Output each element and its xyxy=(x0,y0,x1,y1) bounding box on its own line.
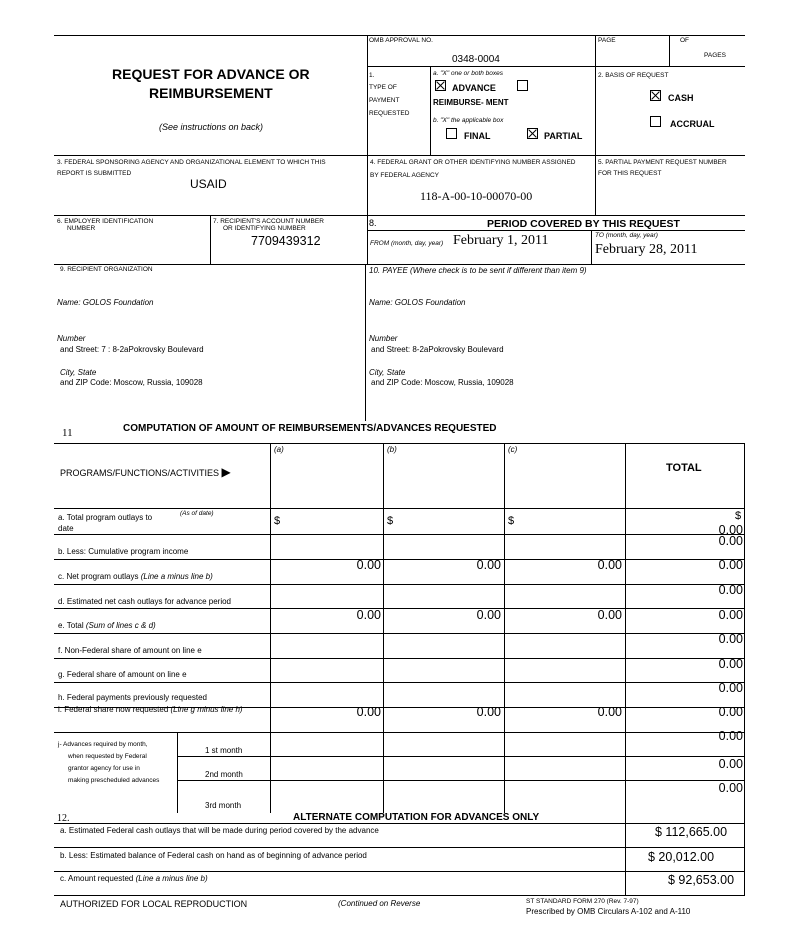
rule xyxy=(591,230,592,264)
rule xyxy=(367,66,745,67)
rule xyxy=(270,443,271,813)
section12-row-b-value: $ 20,012.00 xyxy=(648,850,715,864)
month-2-label: 2nd month xyxy=(205,770,243,779)
section12-row-a-label: a. Estimated Federal cash outlays that will be made during period covered by the advance xyxy=(60,826,379,835)
row-a-col-b: $ xyxy=(387,515,394,527)
box4-label: BY FEDERAL AGENCY xyxy=(370,172,439,179)
section12-row-b-label: b. Less: Estimated balance of Federal cash on hand as of beginning of advance period xyxy=(60,851,367,860)
row-e-label: e. Total (Sum of lines c & d) xyxy=(58,621,156,630)
box1-label: PAYMENT xyxy=(369,97,400,104)
section12-title: ALTERNATE COMPUTATION FOR ADVANCES ONLY xyxy=(293,812,540,823)
row-c-col-a: 0.00 xyxy=(356,558,381,572)
page-label: PAGE xyxy=(598,37,616,44)
partial-checkbox[interactable] xyxy=(527,128,538,139)
payee-street: and Street: 8-2aPokrovsky Boulevard xyxy=(371,345,504,354)
accrual-checkbox[interactable] xyxy=(650,116,661,127)
section12-row-c-value: $ 92,653.00 xyxy=(668,873,735,887)
box5-label: 5. PARTIAL PAYMENT REQUEST NUMBER xyxy=(598,159,727,166)
recipient-zip: and ZIP Code: Moscow, Russia, 109028 xyxy=(60,378,203,387)
row-g-total: 0.00 xyxy=(718,657,743,671)
rule xyxy=(54,559,745,560)
rule xyxy=(210,215,211,264)
month-1-label: 1 st month xyxy=(205,746,243,755)
authorized-note: AUTHORIZED FOR LOCAL REPRODUCTION xyxy=(60,899,248,909)
row-a-label: date xyxy=(58,524,74,533)
box10-label: 10. PAYEE (Where check is to be sent if different than item 9) xyxy=(369,266,587,275)
recipient-street: and Street: 7 : 8-2aPokrovsky Boulevard xyxy=(60,345,204,354)
row-j-label: j- Advances required by month, xyxy=(58,741,148,748)
rule xyxy=(669,35,670,66)
row-h-total: 0.00 xyxy=(718,681,743,695)
rule xyxy=(430,66,431,155)
rule xyxy=(54,871,745,872)
row-d-total: 0.00 xyxy=(718,583,743,597)
row-e-col-b: 0.00 xyxy=(476,608,501,622)
rule xyxy=(367,230,745,231)
box5-label: FOR THIS REQUEST xyxy=(598,170,662,177)
row-i-label: i. Federal share now requested (Line g minus line h) xyxy=(58,705,243,714)
rule xyxy=(367,35,368,264)
row-a-col-c: $ xyxy=(508,515,515,527)
row-i-col-a: 0.00 xyxy=(356,705,381,719)
partial-label: PARTIAL xyxy=(544,131,583,141)
account-number-value: 7709439312 xyxy=(251,234,321,248)
row-j-label: when requested by Federal xyxy=(68,753,147,760)
box3-label: 3. FEDERAL SPONSORING AGENCY AND ORGANIZATIONAL ELEMENT TO WHICH THIS xyxy=(57,159,326,166)
rule xyxy=(365,264,366,421)
rule xyxy=(177,732,178,813)
from-label: FROM (month, day, year) xyxy=(370,240,444,247)
row-e-col-a: 0.00 xyxy=(356,608,381,622)
row-c-label: c. Net program outlays (Line a minus line b) xyxy=(58,572,213,581)
arrow-right-icon: ▶ xyxy=(221,465,231,479)
instructions-note: (See instructions on back) xyxy=(159,122,264,132)
rule xyxy=(54,895,745,896)
reimbursement-checkbox[interactable] xyxy=(517,80,528,91)
box7-label: OR IDENTIFYING NUMBER xyxy=(223,225,306,232)
section12-row-c-label: c. Amount requested (Line a minus line b) xyxy=(60,874,208,883)
payee-zip: and ZIP Code: Moscow, Russia, 109028 xyxy=(371,378,514,387)
row-b-total: 0.00 xyxy=(718,534,743,548)
row-a-col-a: $ xyxy=(274,515,281,527)
box6-label: 6. EMPLOYER IDENTIFICATION xyxy=(57,218,154,225)
row-b-label: b. Less: Cumulative program income xyxy=(58,547,189,556)
month-3-total: 0.00 xyxy=(718,781,743,795)
section11-title: COMPUTATION OF AMOUNT OF REIMBURSEMENTS/ADVANCES REQUESTED xyxy=(123,423,497,434)
rule xyxy=(54,584,745,585)
payee-number-label: Number xyxy=(369,334,398,343)
month-3-label: 3rd month xyxy=(205,801,242,810)
of-label: OF xyxy=(680,37,690,44)
recipient-number-label: Number xyxy=(57,334,86,343)
total-header: TOTAL xyxy=(666,462,702,474)
rule xyxy=(54,633,745,634)
agency-value: USAID xyxy=(190,177,227,191)
final-checkbox[interactable] xyxy=(446,128,457,139)
column-c-header: (c) xyxy=(508,445,518,454)
accrual-label: ACCRUAL xyxy=(670,119,715,129)
continued-note: (Continued on Reverse xyxy=(338,899,421,908)
cash-checkbox[interactable] xyxy=(650,90,661,101)
rule xyxy=(54,658,745,659)
form-title: REQUEST FOR ADVANCE OR xyxy=(112,66,310,82)
box6-label: NUMBER xyxy=(67,225,96,232)
rule xyxy=(625,443,626,895)
rule xyxy=(54,215,745,216)
payee-city-label: City, State xyxy=(369,368,406,377)
recipient-city-label: City, State xyxy=(60,368,97,377)
reimbursement-label: REIMBURSE- MENT xyxy=(433,98,509,107)
row-i-col-c: 0.00 xyxy=(597,705,622,719)
box1-label: TYPE OF xyxy=(369,84,397,91)
column-a-header: (a) xyxy=(274,445,284,454)
as-of-date-label: (As of date) xyxy=(180,510,214,517)
section12-number: 12. xyxy=(57,813,70,824)
row-i-col-b: 0.00 xyxy=(476,705,501,719)
rule xyxy=(54,534,745,535)
row-e-col-c: 0.00 xyxy=(597,608,622,622)
row-i-total: 0.00 xyxy=(718,705,743,719)
row-a-total: 0.00 xyxy=(718,523,743,534)
rule xyxy=(54,823,745,824)
box9-label: 9. RECIPIENT ORGANIZATION xyxy=(60,266,153,273)
box8-number: 8. xyxy=(369,218,377,228)
row-e-total: 0.00 xyxy=(718,608,743,622)
row-g-label: g. Federal share of amount on line e xyxy=(58,670,187,679)
box3-label: REPORT IS SUBMITTED xyxy=(57,170,132,177)
box2-label: 2. BASIS OF REQUEST xyxy=(598,72,669,79)
to-label: TO (month, day, year) xyxy=(595,232,658,239)
to-date-value: February 28, 2011 xyxy=(595,242,698,257)
cash-label: CASH xyxy=(668,93,694,103)
row-c-col-c: 0.00 xyxy=(597,558,622,572)
form-title: REIMBURSEMENT xyxy=(149,85,273,101)
row-d-label: d. Estimated net cash outlays for advance period xyxy=(58,597,231,606)
rule xyxy=(54,443,745,444)
pages-label: PAGES xyxy=(704,52,726,59)
rule xyxy=(595,35,596,215)
row-a-label: a. Total program outlays to xyxy=(58,513,153,522)
box1-hint: a. "X" one or both boxes xyxy=(433,70,504,77)
box1-hint: b. "X" the applicable box xyxy=(433,117,504,124)
section12-row-a-value: $ 112,665.00 xyxy=(655,825,728,839)
omb-label: OMB APPROVAL NO. xyxy=(369,37,433,44)
period-title: PERIOD COVERED BY THIS REQUEST xyxy=(487,218,680,230)
row-h-label: h. Federal payments previously requested xyxy=(58,693,207,702)
box4-label: 4. FEDERAL GRANT OR OTHER IDENTIFYING NUMBER ASSIGNED xyxy=(370,159,576,166)
row-c-total: 0.00 xyxy=(718,558,743,572)
rule xyxy=(54,847,745,848)
from-date-value: February 1, 2011 xyxy=(453,233,549,248)
row-j-label: grantor agency for use in xyxy=(68,765,140,772)
grant-number-value: 118-A-00-10-00070-00 xyxy=(420,189,533,203)
box1-label: REQUESTED xyxy=(369,110,410,117)
month-2-total: 0.00 xyxy=(718,757,743,771)
section11-number: 11 xyxy=(62,427,73,439)
recipient-name: Name: GOLOS Foundation xyxy=(57,298,154,307)
row-j-label: making prescheduled advances xyxy=(68,777,160,784)
advance-checkbox[interactable] xyxy=(435,80,446,91)
row-a-total: $ xyxy=(735,510,742,522)
rule xyxy=(54,608,745,609)
rule-top xyxy=(54,35,745,36)
advance-label: ADVANCE xyxy=(452,83,496,93)
rule xyxy=(54,264,745,265)
row-c-col-b: 0.00 xyxy=(476,558,501,572)
final-label: FINAL xyxy=(464,131,491,141)
programs-label-text: PROGRAMS/FUNCTIONS/ACTIVITIES xyxy=(60,468,220,478)
payee-name: Name: GOLOS Foundation xyxy=(369,298,466,307)
row-f-total: 0.00 xyxy=(718,632,743,646)
row-f-label: f. Non-Federal share of amount on line e xyxy=(58,646,202,655)
rule xyxy=(744,443,745,895)
rule xyxy=(383,443,384,813)
rule xyxy=(54,682,745,683)
rule xyxy=(54,508,745,509)
month-1-total: 0.00 xyxy=(718,729,743,743)
rule xyxy=(504,443,505,813)
prescribed-note: Prescribed by OMB Circulars A-102 and A-110 xyxy=(526,907,691,916)
omb-number: 0348-0004 xyxy=(452,54,500,65)
box7-label: 7. RECIPIENT'S ACCOUNT NUMBER xyxy=(213,218,324,225)
standard-form-label: ST STANDARD FORM 270 (Rev. 7-97) xyxy=(526,898,639,905)
box1-number: 1. xyxy=(369,72,375,79)
rule xyxy=(54,155,745,156)
rule xyxy=(54,732,745,733)
programs-label xyxy=(60,465,231,479)
column-b-header: (b) xyxy=(387,445,397,454)
